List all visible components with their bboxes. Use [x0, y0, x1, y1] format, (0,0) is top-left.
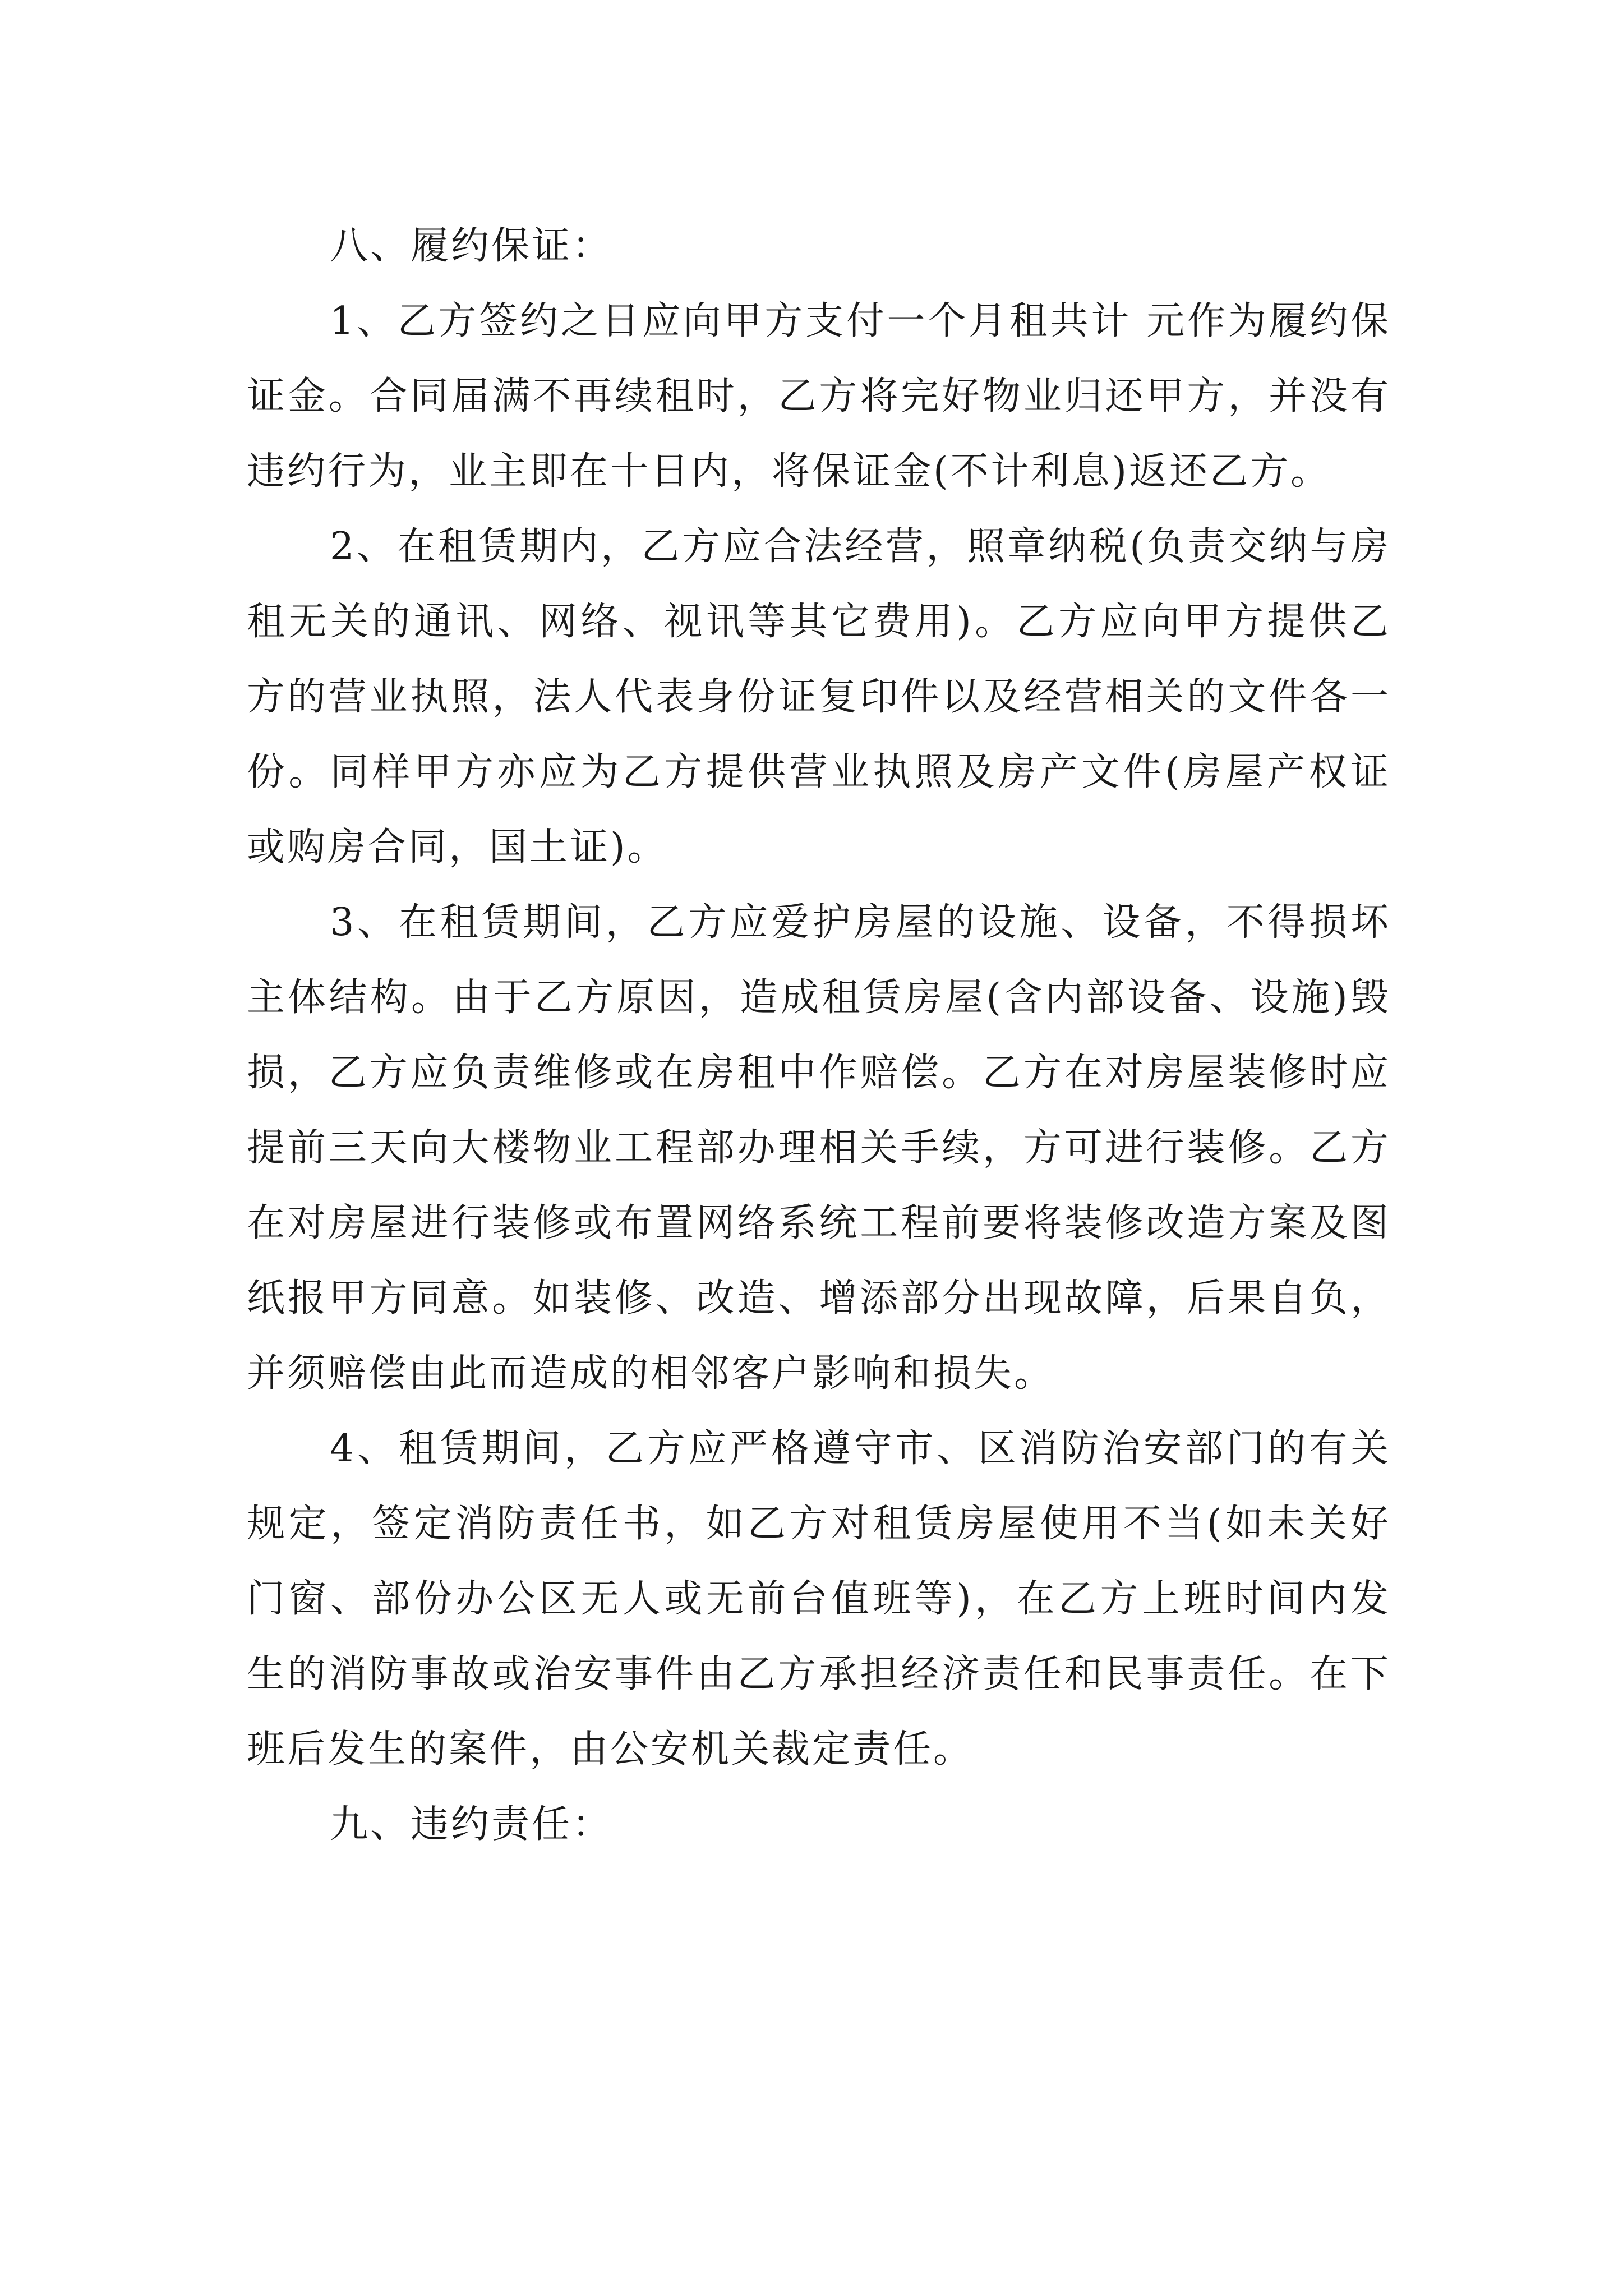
section-heading-breach-liability: 九、违约责任：	[330, 1802, 613, 1847]
clause-3-facility-care: 3、在租赁期间，乙方应爱护房屋的设施、设备，不得损坏主体结构。由于乙方原因，造成租赁房屋(含内部设备、设施)毁损，乙方应负责维修或在房租中作赔偿。乙方在对房屋装修时应提前三天向大楼物业工程部办理相关手续，方可进行装修。乙方在对房屋进行装修或布置网络系统工程前要将装修改造方案及图纸报甲方同意。如装修、改造、增添部分出现故障，后果自负，并须赔偿由此而造成的相邻客户影响和损失。	[247, 900, 1391, 1396]
clause-1-deposit: 1、乙方签约之日应向甲方支付一个月租共计 元作为履约保证金。合同届满不再续租时，乙方将完好物业归还甲方，并没有违约行为，业主即在十日内，将保证金(不计利息)返还乙方。	[247, 299, 1391, 494]
clause-2-legal-operation: 2、在租赁期内，乙方应合法经营，照章纳税(负责交纳与房租无关的通讯、网络、视讯等其它费用)。乙方应向甲方提供乙方的营业执照，法人代表身份证复印件以及经营相关的文件各一份。同样甲方亦应为乙方提供营业执照及房产文件(房屋产权证或购房合同，国土证)。	[247, 524, 1391, 869]
section-heading-performance-guarantee: 八、履约保证：	[330, 224, 613, 268]
document-body	[247, 209, 1391, 1862]
clause-4-fire-safety: 4、租赁期间，乙方应严格遵守市、区消防治安部门的有关规定，签定消防责任书，如乙方对租赁房屋使用不当(如未关好门窗、部份办公区无人或无前台值班等)，在乙方上班时间内发生的消防事故或治安事件由乙方承担经济责任和民事责任。在下班后发生的案件，由公安机关裁定责任。	[247, 1427, 1391, 1772]
